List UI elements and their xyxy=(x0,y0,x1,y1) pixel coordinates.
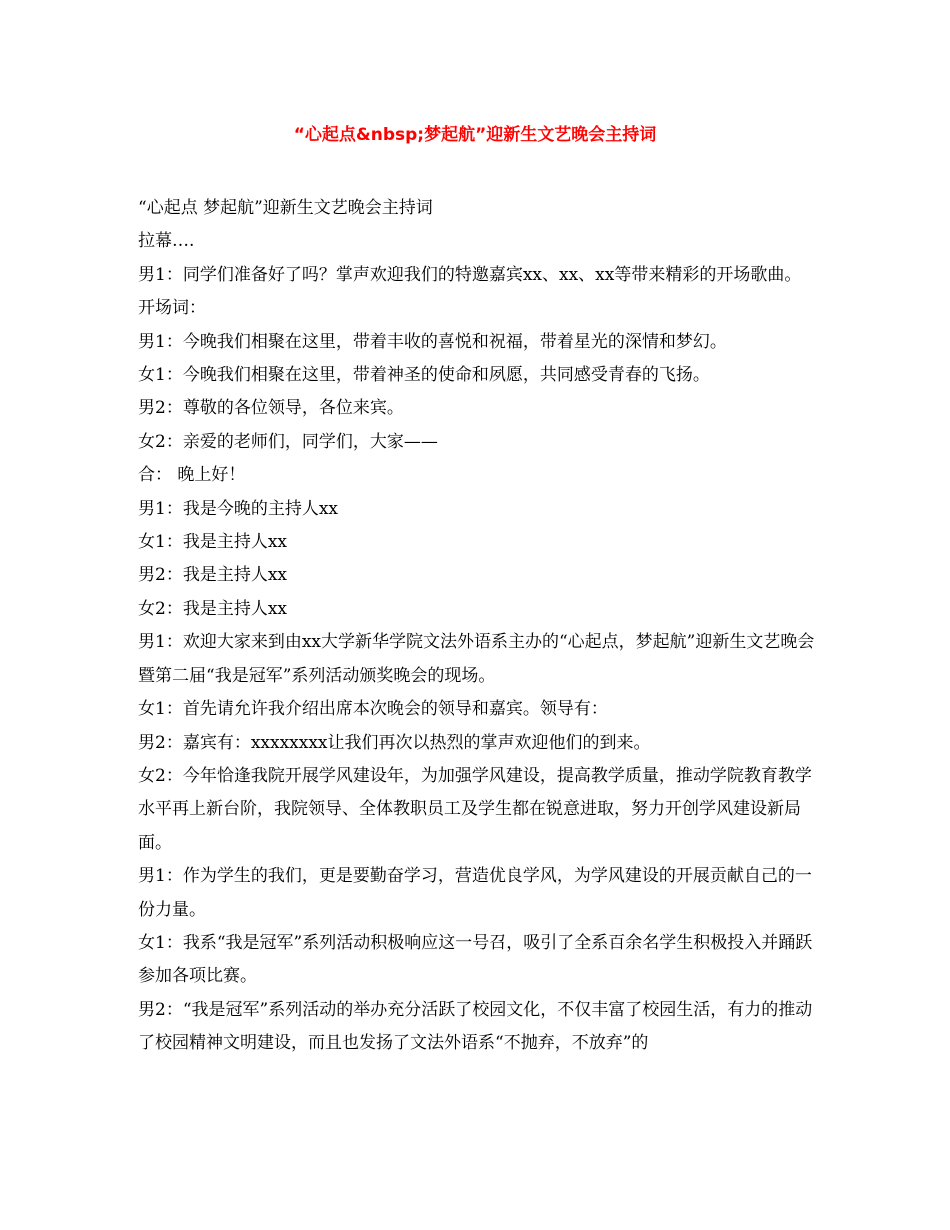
paragraph: 男2：我是主持人xx xyxy=(138,565,287,586)
paragraph: 女1：首先请允许我介绍出席本次晚会的领导和嘉宾。领导有： xyxy=(138,699,608,720)
paragraph: 合： 晚上好！ xyxy=(138,465,246,486)
paragraph: 男2：“我是冠军”系列活动的举办充分活跃了校园文化，不仅丰富了校园生活，有力的推动了校园精神文明建设，而且也发扬了文法外语系“不抛弃，不放弃”的 xyxy=(138,999,813,1054)
paragraph: 男1：我是今晚的主持人xx xyxy=(138,498,338,519)
paragraph: 女2：亲爱的老师们，同学们，大家—— xyxy=(138,431,438,452)
document-title: “心起点&nbsp;梦起航”迎新生文艺晚会主持词 xyxy=(293,125,657,145)
paragraph: 开场词： xyxy=(138,298,206,319)
document-body xyxy=(138,192,816,1061)
paragraph: 女1：我系“我是冠军”系列活动积极响应这一号召，吸引了全系百余名学生积极投入并踊跃参加各项比赛。 xyxy=(138,932,813,987)
paragraph: 女1：我是主持人xx xyxy=(138,532,287,553)
paragraph: 女1：今晚我们相聚在这里，带着神圣的使命和夙愿，共同感受青春的飞扬。 xyxy=(138,365,710,386)
paragraph: 男1：作为学生的我们，更是要勤奋学习，营造优良学风，为学风建设的开展贡献自己的一份力量。 xyxy=(138,866,812,920)
paragraph: 男2：嘉宾有：xxxxxxxx让我们再次以热烈的掌声欢迎他们的到来。 xyxy=(138,732,651,753)
paragraph: 女2：我是主持人xx xyxy=(138,598,287,619)
paragraph: 男2：尊敬的各位领导，各位来宾。 xyxy=(138,398,404,419)
paragraph: 拉幕…. xyxy=(138,231,195,252)
paragraph: 男1：欢迎大家来到由xx大学新华学院文法外语系主办的“心起点，梦起航”迎新生文艺晚会暨第二届“我是冠军”系列活动颁奖晚会的现场。 xyxy=(138,632,815,686)
paragraph: “心起点 梦起航”迎新生文艺晚会主持词 xyxy=(138,198,433,218)
paragraph: 女2：今年恰逢我院开展学风建设年，为加强学风建设，提高教学质量，推动学院教育教学水平再上新台阶，我院领导、全体教职员工及学生都在锐意进取，努力开创学风建设新局面。 xyxy=(138,765,812,853)
paragraph: 男1：今晚我们相聚在这里，带着丰收的喜悦和祝福，带着星光的深情和梦幻。 xyxy=(138,331,727,352)
paragraph: 男1：同学们准备好了吗？掌声欢迎我们的特邀嘉宾xx、xx、xx等带来精彩的开场歌曲。 xyxy=(138,264,802,285)
